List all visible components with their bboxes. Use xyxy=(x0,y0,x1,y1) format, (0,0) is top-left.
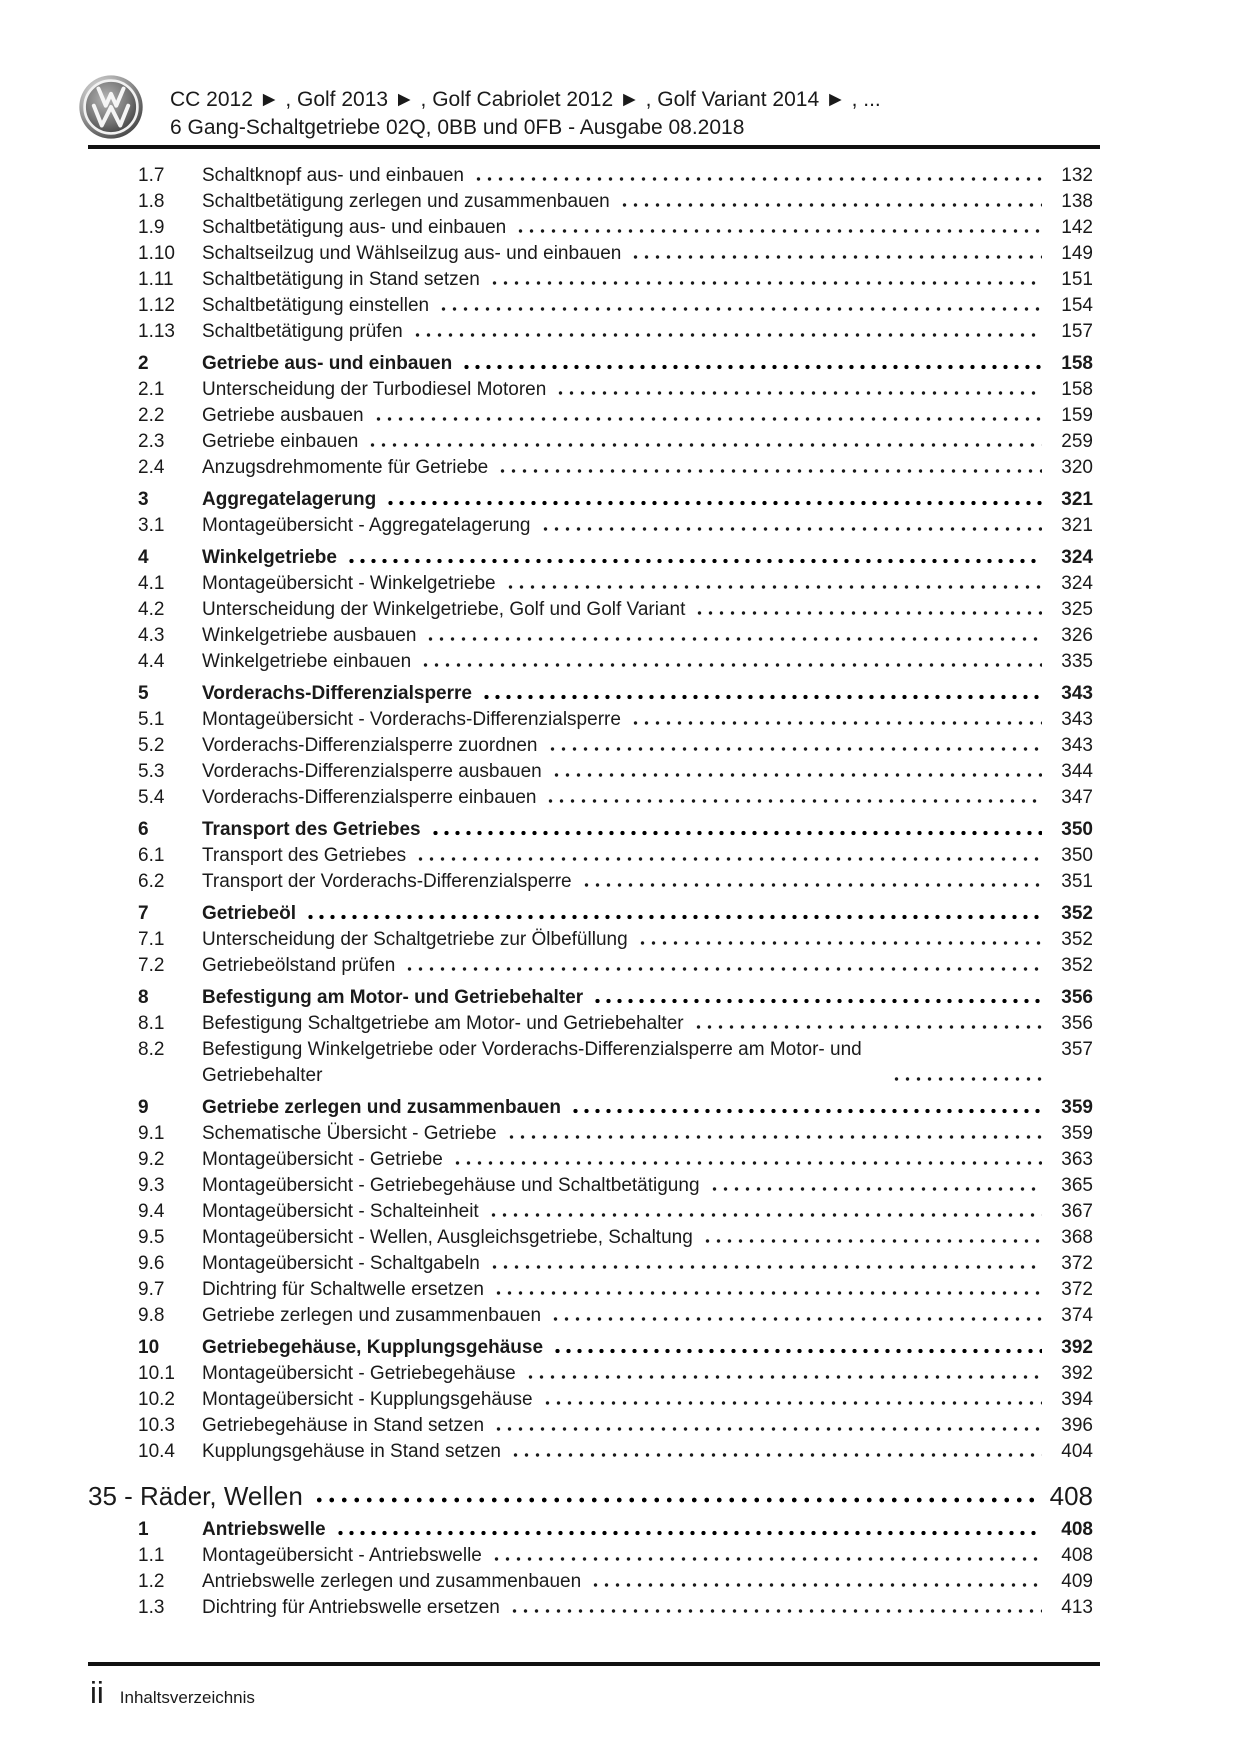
toc-entry-page-number: 365 xyxy=(1061,1175,1093,1196)
toc-entry-row xyxy=(88,293,1093,319)
toc-entry-title: Schaltbetätigung aus- und einbauen xyxy=(202,217,507,238)
page-footer xyxy=(90,1676,255,1710)
toc-entry-title: Getriebe zerlegen und zusammenbauen xyxy=(202,1305,542,1326)
dot-leader xyxy=(515,226,1042,236)
toc-entry-row xyxy=(88,1413,1093,1439)
toc-entry-number: 9.1 xyxy=(138,1123,165,1144)
toc-entry-title: Transport der Vorderachs-Differenzialsperre xyxy=(202,871,572,892)
vw-logo-icon xyxy=(78,74,144,140)
dot-leader xyxy=(709,1184,1042,1194)
toc-entry-number: 1 xyxy=(138,1519,149,1540)
toc-entry-row xyxy=(88,759,1093,785)
toc-entry-title: 35 - Räder, Wellen xyxy=(88,1481,303,1511)
toc-entry-row xyxy=(88,215,1093,241)
toc-entry-number: 4.3 xyxy=(138,625,165,646)
toc-entry-number: 1.8 xyxy=(138,191,165,212)
toc-entry-page-number: 149 xyxy=(1061,243,1093,264)
toc-entry-page-number: 356 xyxy=(1061,1013,1093,1034)
toc-entry-row xyxy=(88,1199,1093,1225)
footer-divider xyxy=(88,1662,1100,1666)
toc-entry-page-number: 359 xyxy=(1061,1097,1093,1118)
toc-entry-number: 4.2 xyxy=(138,599,165,620)
toc-entry-title: Montageübersicht - Winkelgetriebe xyxy=(202,573,496,594)
dot-leader xyxy=(497,466,1042,476)
toc-entry-title: Antriebswelle zerlegen und zusammenbauen xyxy=(202,1571,582,1592)
dot-leader xyxy=(491,1554,1042,1564)
toc-entry-row xyxy=(88,267,1093,293)
toc-entry-number: 2.1 xyxy=(138,379,165,400)
dot-leader xyxy=(415,854,1042,864)
toc-entry-number: 9.4 xyxy=(138,1201,165,1222)
toc-entry-row xyxy=(88,1517,1093,1543)
toc-entry-title: Schaltbetätigung zerlegen und zusammenbauen xyxy=(202,191,610,212)
toc-entry-number: 1.10 xyxy=(138,243,175,264)
toc-entry-row xyxy=(88,189,1093,215)
toc-entry-row xyxy=(88,351,1093,377)
toc-entry-row xyxy=(88,1387,1093,1413)
toc-entry-row xyxy=(88,1277,1093,1303)
toc-entry-page-number: 142 xyxy=(1061,217,1093,238)
dot-leader xyxy=(694,608,1042,618)
dot-leader xyxy=(430,828,1042,838)
toc-entry-page-number: 138 xyxy=(1061,191,1093,212)
dot-leader xyxy=(891,1074,1042,1084)
toc-entry-row xyxy=(88,1303,1093,1329)
toc-entry-title: Kupplungsgehäuse in Stand setzen xyxy=(202,1441,501,1462)
toc-entry-row xyxy=(88,597,1093,623)
toc-entry-number: 1.9 xyxy=(138,217,165,238)
dot-leader xyxy=(493,1288,1042,1298)
toc-entry-page-number: 408 xyxy=(1061,1545,1093,1566)
dot-leader xyxy=(452,1158,1042,1168)
toc-entry-row xyxy=(88,163,1093,189)
toc-entry-title: Transport des Getriebes xyxy=(202,819,421,840)
dot-leader xyxy=(425,634,1042,644)
toc-entry-row xyxy=(88,455,1093,481)
toc-entry-title: Antriebswelle xyxy=(202,1519,326,1540)
dot-leader xyxy=(412,330,1042,340)
toc-entry-title: Anzugsdrehmomente für Getriebe xyxy=(202,457,489,478)
toc-entry-title: Montageübersicht - Getriebegehäuse xyxy=(202,1363,516,1384)
toc-entry-number: 6.1 xyxy=(138,845,165,866)
toc-entry-row xyxy=(88,403,1093,429)
toc-entry-number: 9.2 xyxy=(138,1149,165,1170)
toc-entry-row xyxy=(88,985,1093,1011)
toc-entry-page-number: 343 xyxy=(1061,683,1093,704)
toc-entry-page-number: 352 xyxy=(1061,955,1093,976)
toc-entry-page-number: 321 xyxy=(1061,515,1093,536)
toc-entry-number: 9.7 xyxy=(138,1279,165,1300)
toc-entry-row xyxy=(88,707,1093,733)
dot-leader xyxy=(385,498,1042,508)
toc-entry-number: 9.5 xyxy=(138,1227,165,1248)
toc-entry-number: 8.2 xyxy=(138,1039,165,1060)
toc-entry-title: Montageübersicht - Antriebswelle xyxy=(202,1545,482,1566)
toc-entry-page-number: 321 xyxy=(1061,489,1093,510)
dot-leader xyxy=(551,770,1042,780)
toc-entry-title: Vorderachs-Differenzialsperre einbauen xyxy=(202,787,537,808)
dot-leader xyxy=(481,692,1042,702)
toc-entry-title: Montageübersicht - Kupplungsgehäuse xyxy=(202,1389,533,1410)
toc-entry-row xyxy=(88,1095,1093,1121)
toc-entry-page-number: 372 xyxy=(1061,1253,1093,1274)
toc-entry-page-number: 363 xyxy=(1061,1149,1093,1170)
toc-entry-page-number: 326 xyxy=(1061,625,1093,646)
dot-leader xyxy=(570,1106,1042,1116)
toc-entry-row xyxy=(88,1543,1093,1569)
toc-entry-number: 9.3 xyxy=(138,1175,165,1196)
toc-entry-row xyxy=(88,1595,1093,1621)
toc-entry-page-number: 151 xyxy=(1061,269,1093,290)
dot-leader xyxy=(590,1580,1042,1590)
toc-entry-page-number: 154 xyxy=(1061,295,1093,316)
toc-entry-page-number: 357 xyxy=(1061,1039,1093,1060)
toc-entry-title: Getriebe ausbauen xyxy=(202,405,364,426)
toc-entry-number: 2 xyxy=(138,353,149,374)
header-text-block xyxy=(170,74,881,142)
toc-entry-number: 2.2 xyxy=(138,405,165,426)
dot-leader xyxy=(473,174,1042,184)
toc-entry-page-number: 394 xyxy=(1061,1389,1093,1410)
header-divider xyxy=(88,145,1100,149)
toc-entry-title: Aggregatelagerung xyxy=(202,489,377,510)
toc-entry-page-number: 359 xyxy=(1061,1123,1093,1144)
dot-leader xyxy=(506,1132,1042,1142)
toc-entry-number: 3 xyxy=(138,489,149,510)
dot-leader xyxy=(552,1346,1042,1356)
toc-entry-title: Schaltbetätigung prüfen xyxy=(202,321,403,342)
dot-leader xyxy=(305,912,1042,922)
toc-entry-number: 9 xyxy=(138,1097,149,1118)
toc-entry-number: 1.1 xyxy=(138,1545,165,1566)
toc-entry-number: 5.1 xyxy=(138,709,165,730)
dot-leader xyxy=(545,796,1042,806)
toc-entry-page-number: 374 xyxy=(1061,1305,1093,1326)
dot-leader xyxy=(373,414,1042,424)
toc-entry-number: 5 xyxy=(138,683,149,704)
toc-entry-page-number: 320 xyxy=(1061,457,1093,478)
toc-entry-row xyxy=(88,843,1093,869)
toc-entry-number: 9.6 xyxy=(138,1253,165,1274)
toc-entry-page-number: 158 xyxy=(1061,379,1093,400)
toc-entry-page-number: 413 xyxy=(1061,1597,1093,1618)
toc-entry-title: Winkelgetriebe einbauen xyxy=(202,651,412,672)
toc-entry-page-number: 335 xyxy=(1061,651,1093,672)
toc-entry-title: Befestigung Winkelgetriebe oder Vorderachs-Differenzialsperre am Motor- und Getriebehalter xyxy=(202,1039,862,1086)
toc-chapter-row xyxy=(88,1481,1093,1511)
toc-entry-row xyxy=(88,681,1093,707)
dot-leader xyxy=(592,996,1042,1006)
dot-leader xyxy=(619,200,1042,210)
dot-leader xyxy=(367,440,1042,450)
toc-entry-row xyxy=(88,1361,1093,1387)
dot-leader xyxy=(550,1314,1042,1324)
toc-entry-page-number: 404 xyxy=(1061,1441,1093,1462)
toc-entry-title: Montageübersicht - Getriebegehäuse und Schaltbetätigung xyxy=(202,1175,700,1196)
toc-entry-page-number: 352 xyxy=(1061,929,1093,950)
dot-leader xyxy=(489,1262,1042,1272)
dot-leader xyxy=(637,938,1042,948)
toc-entry-title: Transport des Getriebes xyxy=(202,845,407,866)
toc-entry-number: 9.8 xyxy=(138,1305,165,1326)
toc-entry-row xyxy=(88,1251,1093,1277)
toc-entry-row xyxy=(88,733,1093,759)
dot-leader xyxy=(505,582,1042,592)
toc-entry-title: Dichtring für Schaltwelle ersetzen xyxy=(202,1279,484,1300)
toc-entry-page-number: 157 xyxy=(1061,321,1093,342)
toc-entry-row xyxy=(88,1439,1093,1465)
toc-entry-page-number: 351 xyxy=(1061,871,1093,892)
toc-entry-page-number: 344 xyxy=(1061,761,1093,782)
toc-entry-title: Montageübersicht - Aggregatelagerung xyxy=(202,515,531,536)
toc-entry-page-number: 396 xyxy=(1061,1415,1093,1436)
toc-entry-row xyxy=(88,1147,1093,1173)
toc-entry-title: Dichtring für Antriebswelle ersetzen xyxy=(202,1597,500,1618)
toc-entry-title: Vorderachs-Differenzialsperre xyxy=(202,683,472,704)
dot-leader xyxy=(547,744,1043,754)
toc-entry-title: Montageübersicht - Schalteinheit xyxy=(202,1201,479,1222)
toc-entry-page-number: 367 xyxy=(1061,1201,1093,1222)
toc-entry-title: Getriebe aus- und einbauen xyxy=(202,353,453,374)
dot-leader xyxy=(509,1606,1042,1616)
toc-entry-title: Montageübersicht - Getriebe xyxy=(202,1149,443,1170)
toc-entry-number: 4.4 xyxy=(138,651,165,672)
toc-entry-page-number: 372 xyxy=(1061,1279,1093,1300)
toc-entry-number: 10.4 xyxy=(138,1441,175,1462)
toc-entry-row xyxy=(88,953,1093,979)
toc-entry-row xyxy=(88,319,1093,345)
dot-leader xyxy=(693,1022,1042,1032)
toc-entry-page-number: 343 xyxy=(1061,735,1093,756)
toc-entry-number: 10.3 xyxy=(138,1415,175,1436)
toc-entry-row xyxy=(88,623,1093,649)
toc-entry-title: Getriebegehäuse in Stand setzen xyxy=(202,1415,485,1436)
dot-leader xyxy=(488,1210,1042,1220)
toc-entry-number: 6.2 xyxy=(138,871,165,892)
dot-leader xyxy=(489,278,1042,288)
toc-entry-number: 1.2 xyxy=(138,1571,165,1592)
toc-entry-number: 4.1 xyxy=(138,573,165,594)
dot-leader xyxy=(540,524,1042,534)
toc-entry-title: Montageübersicht - Wellen, Ausgleichsgetriebe, Schaltung xyxy=(202,1227,693,1248)
toc-entry-number: 5.2 xyxy=(138,735,165,756)
toc-entry-row xyxy=(88,1569,1093,1595)
toc-entry-page-number: 324 xyxy=(1061,573,1093,594)
toc-entry-number: 1.12 xyxy=(138,295,175,316)
footer-section-label: Inhaltsverzeichnis xyxy=(119,1688,255,1707)
toc-entry-number: 10 xyxy=(138,1337,160,1358)
toc-entry-number: 5.3 xyxy=(138,761,165,782)
dot-leader xyxy=(630,252,1042,262)
toc-entry-page-number: 356 xyxy=(1061,987,1093,1008)
toc-entry-row xyxy=(88,1121,1093,1147)
toc-entry-page-number: 347 xyxy=(1061,787,1093,808)
toc-entry-number: 5.4 xyxy=(138,787,165,808)
dot-leader xyxy=(555,388,1042,398)
toc-list xyxy=(88,163,1093,1621)
toc-entry-title: Winkelgetriebe xyxy=(202,547,337,568)
dot-leader xyxy=(525,1372,1042,1382)
toc-entry-title: Getriebe einbauen xyxy=(202,431,359,452)
toc-entry-title: Winkelgetriebe ausbauen xyxy=(202,625,417,646)
toc-entry-page-number: 352 xyxy=(1061,903,1093,924)
toc-entry-number: 2.4 xyxy=(138,457,165,478)
footer-page-number: ii xyxy=(90,1675,104,1710)
toc-entry-row xyxy=(88,545,1093,571)
toc-entry-title: Getriebe zerlegen und zusammenbauen xyxy=(202,1097,561,1118)
toc-entry-number: 10.1 xyxy=(138,1363,175,1384)
header-subtitle-line: 6 Gang-Schaltgetriebe 02Q, 0BB und 0FB - Ausgabe 08.2018 xyxy=(170,116,745,139)
toc-entry-number: 3.1 xyxy=(138,515,165,536)
toc-entry-title: Vorderachs-Differenzialsperre ausbauen xyxy=(202,761,542,782)
dot-leader xyxy=(404,964,1042,974)
toc-entry-row xyxy=(88,869,1093,895)
toc-entry-row xyxy=(88,785,1093,811)
toc-entry-page-number: 392 xyxy=(1061,1337,1093,1358)
toc-entry-row xyxy=(88,1335,1093,1361)
toc-entry-page-number: 343 xyxy=(1061,709,1093,730)
toc-entry-title: Getriebeöl xyxy=(202,903,296,924)
toc-entry-row xyxy=(88,927,1093,953)
toc-entry-row xyxy=(88,1173,1093,1199)
dot-leader xyxy=(542,1398,1042,1408)
toc-entry-title: Getriebegehäuse, Kupplungsgehäuse xyxy=(202,1337,544,1358)
toc-entry-number: 1.3 xyxy=(138,1597,165,1618)
toc-entry-title: Vorderachs-Differenzialsperre zuordnen xyxy=(202,735,538,756)
toc-entry-title: Unterscheidung der Turbodiesel Motoren xyxy=(202,379,547,400)
toc-entry-page-number: 408 xyxy=(1061,1519,1093,1540)
toc-entry-row xyxy=(88,513,1093,539)
toc-entry-number: 6 xyxy=(138,819,149,840)
toc-entry-number: 1.11 xyxy=(138,269,174,290)
toc-entry-number: 7.1 xyxy=(138,929,165,950)
dot-leader xyxy=(335,1528,1042,1538)
dot-leader xyxy=(438,304,1042,314)
toc-entry-title: Befestigung Schaltgetriebe am Motor- und Getriebehalter xyxy=(202,1013,684,1034)
toc-entry-page-number: 158 xyxy=(1061,353,1093,374)
toc-entry-title: Unterscheidung der Schaltgetriebe zur Ölbefüllung xyxy=(202,929,628,950)
toc-entry-page-number: 132 xyxy=(1061,165,1093,186)
toc-entry-title: Schaltbetätigung in Stand setzen xyxy=(202,269,480,290)
toc-entry-page-number: 408 xyxy=(1049,1481,1093,1511)
toc-entry-title: Schaltbetätigung einstellen xyxy=(202,295,430,316)
toc-entry-number: 4 xyxy=(138,547,149,568)
toc-entry-title: Getriebeölstand prüfen xyxy=(202,955,396,976)
dot-leader xyxy=(420,660,1042,670)
toc-entry-number: 1.7 xyxy=(138,165,165,186)
toc-entry-page-number: 392 xyxy=(1061,1363,1093,1384)
toc-entry-page-number: 409 xyxy=(1061,1571,1093,1592)
toc-entry-number: 8 xyxy=(138,987,149,1008)
toc-entry-row xyxy=(88,1011,1093,1037)
dot-leader xyxy=(493,1424,1042,1434)
toc-entry-row xyxy=(88,817,1093,843)
toc-entry-title: Schematische Übersicht - Getriebe xyxy=(202,1123,497,1144)
dot-leader xyxy=(702,1236,1042,1246)
toc-entry-row xyxy=(88,571,1093,597)
toc-entry-row xyxy=(88,1225,1093,1251)
toc-entry-title: Unterscheidung der Winkelgetriebe, Golf und Golf Variant xyxy=(202,599,686,620)
toc-entry-title: Schaltknopf aus- und einbauen xyxy=(202,165,464,186)
toc-entry-row xyxy=(88,487,1093,513)
toc-entry-number: 1.13 xyxy=(138,321,175,342)
toc-entry-page-number: 368 xyxy=(1061,1227,1093,1248)
toc-entry-row xyxy=(88,377,1093,403)
toc-entry-title: Montageübersicht - Vorderachs-Differenzialsperre xyxy=(202,709,621,730)
toc-entry-row xyxy=(88,1037,1093,1089)
toc-entry-title: Befestigung am Motor- und Getriebehalter xyxy=(202,987,584,1008)
toc-entry-number: 7 xyxy=(138,903,149,924)
dot-leader xyxy=(461,362,1042,372)
toc-entry-row xyxy=(88,241,1093,267)
dot-leader xyxy=(510,1450,1042,1460)
dot-leader xyxy=(313,1495,1035,1505)
toc-entry-row xyxy=(88,429,1093,455)
toc-entry-title: Schaltseilzug und Wählseilzug aus- und einbauen xyxy=(202,243,622,264)
toc-entry-number: 8.1 xyxy=(138,1013,165,1034)
toc-entry-row xyxy=(88,649,1093,675)
dot-leader xyxy=(346,556,1042,566)
toc-entry-number: 2.3 xyxy=(138,431,165,452)
toc-entry-page-number: 324 xyxy=(1061,547,1093,568)
toc-entry-title: Montageübersicht - Schaltgabeln xyxy=(202,1253,480,1274)
toc-entry-row xyxy=(88,901,1093,927)
toc-entry-number: 7.2 xyxy=(138,955,165,976)
toc-entry-page-number: 350 xyxy=(1061,845,1093,866)
toc-entry-number: 10.2 xyxy=(138,1389,175,1410)
toc-entry-page-number: 259 xyxy=(1061,431,1093,452)
dot-leader xyxy=(581,880,1042,890)
dot-leader xyxy=(630,718,1042,728)
header-models-line: CC 2012 ► , Golf 2013 ► , Golf Cabriolet 2012 ► , Golf Variant 2014 ► , ... xyxy=(170,88,881,111)
toc-entry-page-number: 159 xyxy=(1061,405,1093,426)
page-header xyxy=(78,74,1100,142)
toc-entry-page-number: 350 xyxy=(1061,819,1093,840)
toc-entry-page-number: 325 xyxy=(1061,599,1093,620)
